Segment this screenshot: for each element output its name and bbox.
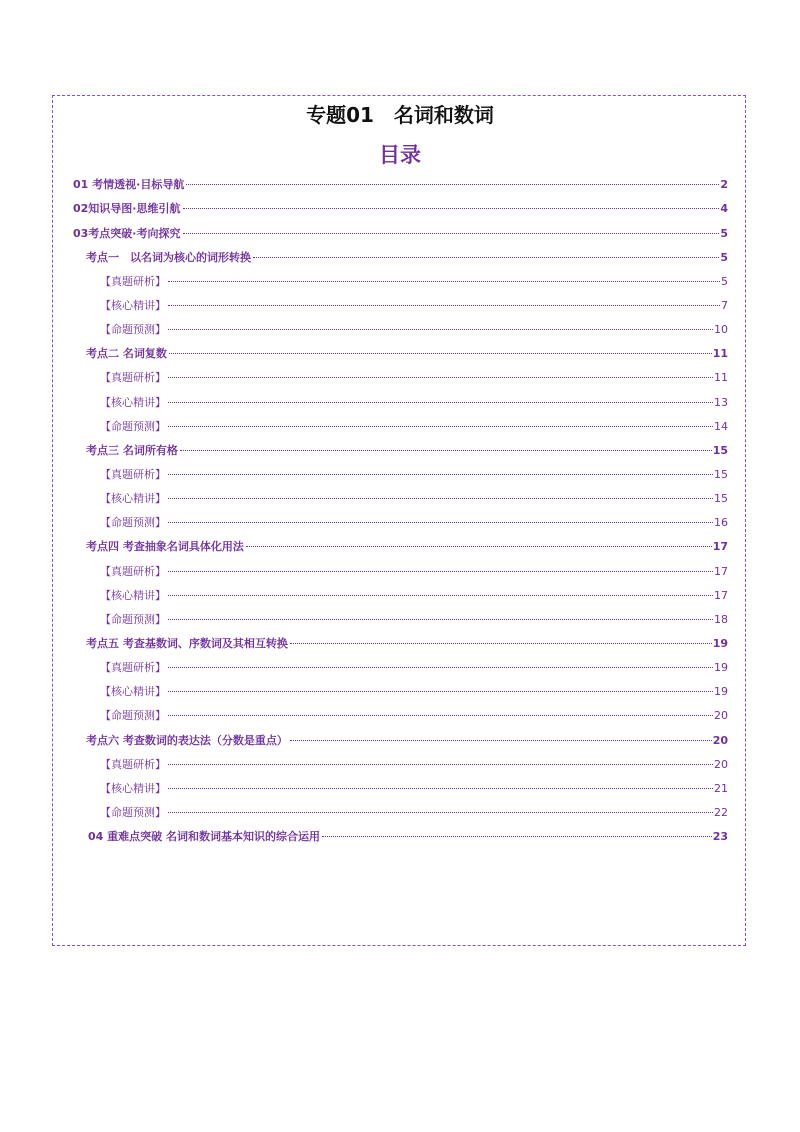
toc-page-number: 4 bbox=[720, 202, 728, 215]
toc-leader-dots bbox=[168, 329, 713, 330]
toc-entry-label: 【命题预测】 bbox=[100, 420, 166, 433]
toc-entry-label: 考点五 考查基数词、序数词及其相互转换 bbox=[86, 637, 288, 650]
toc-page-number: 17 bbox=[714, 565, 728, 578]
toc-entry-kaodian[interactable] bbox=[86, 345, 728, 363]
toc-leader-dots bbox=[180, 450, 712, 451]
toc-leader-dots bbox=[290, 740, 712, 741]
toc-entry-sub[interactable] bbox=[100, 683, 728, 701]
toc-entry-label: 【核心精讲】 bbox=[100, 396, 166, 409]
toc-page-number: 5 bbox=[720, 227, 728, 240]
toc-entry-sub[interactable] bbox=[100, 780, 728, 798]
toc-page-number: 19 bbox=[712, 637, 728, 650]
toc-entry-label: 【命题预测】 bbox=[100, 806, 166, 819]
toc-page-number: 14 bbox=[714, 420, 728, 433]
toc-leader-dots bbox=[186, 184, 719, 185]
toc-leader-dots bbox=[168, 522, 713, 523]
toc-leader-dots bbox=[168, 619, 713, 620]
toc-page-number: 18 bbox=[714, 613, 728, 626]
toc-page-number: 22 bbox=[714, 806, 728, 819]
toc-entry-label: 考点四 考查抽象名词具体化用法 bbox=[86, 540, 244, 553]
toc-entry-label: 【核心精讲】 bbox=[100, 492, 166, 505]
toc-leader-dots bbox=[168, 715, 713, 716]
toc-page-number: 5 bbox=[720, 251, 728, 264]
toc-page-number: 23 bbox=[712, 830, 728, 843]
toc-entry-label: 01 考情透视·目标导航 bbox=[73, 178, 185, 191]
toc-entry[interactable] bbox=[73, 200, 728, 218]
toc-entry[interactable] bbox=[73, 225, 728, 243]
toc-leader-dots bbox=[168, 667, 713, 668]
toc-page-number: 10 bbox=[714, 323, 728, 336]
toc-page-number: 11 bbox=[714, 371, 728, 384]
toc-entry-label: 【命题预测】 bbox=[100, 516, 166, 529]
toc-entry-sub[interactable] bbox=[100, 587, 728, 605]
document-title: 专题01 名词和数词 bbox=[306, 103, 494, 127]
toc-page-number: 20 bbox=[712, 734, 728, 747]
toc-leader-dots bbox=[168, 402, 713, 403]
toc-entry-kaodian[interactable] bbox=[86, 442, 728, 460]
toc-page-number: 20 bbox=[714, 758, 728, 771]
toc-entry-sub[interactable] bbox=[100, 418, 728, 436]
toc-page-number: 20 bbox=[714, 709, 728, 722]
toc-entry-label: 03考点突破·考向探究 bbox=[73, 227, 181, 240]
toc-leader-dots bbox=[183, 233, 720, 234]
toc-leader-dots bbox=[168, 812, 713, 813]
toc-leader-dots bbox=[253, 257, 719, 258]
toc-page-number: 16 bbox=[714, 516, 728, 529]
toc-page-number: 11 bbox=[712, 347, 728, 360]
toc-leader-dots bbox=[168, 426, 713, 427]
toc-page-number: 7 bbox=[721, 299, 728, 312]
toc-entry-label: 02知识导图·思维引航 bbox=[73, 202, 181, 215]
toc-page-number: 2 bbox=[720, 178, 728, 191]
toc-entry-label: 【核心精讲】 bbox=[100, 589, 166, 602]
toc-entry-label: 【命题预测】 bbox=[100, 323, 166, 336]
toc-entry-label: 考点二 名词复数 bbox=[86, 347, 167, 360]
toc-entry-label: 【真题研析】 bbox=[100, 468, 166, 481]
toc-entry-label: 【核心精讲】 bbox=[100, 782, 166, 795]
toc-page-number: 13 bbox=[714, 396, 728, 409]
toc-entry-label: 考点一 以名词为核心的词形转换 bbox=[86, 251, 251, 264]
toc-entry-label: 考点三 名词所有格 bbox=[86, 444, 178, 457]
toc-entry-sub[interactable] bbox=[100, 273, 728, 291]
toc-entry-kaodian[interactable] bbox=[86, 732, 728, 750]
toc-leader-dots bbox=[290, 643, 712, 644]
toc-entry-sub[interactable] bbox=[100, 756, 728, 774]
toc-page-number: 17 bbox=[712, 540, 728, 553]
toc-entry-label: 【真题研析】 bbox=[100, 565, 166, 578]
toc-page-number: 17 bbox=[714, 589, 728, 602]
toc-leader-dots bbox=[168, 377, 713, 378]
toc-leader-dots bbox=[168, 498, 713, 499]
toc-entry-sub[interactable] bbox=[100, 611, 728, 629]
toc-entry-sub[interactable] bbox=[100, 804, 728, 822]
toc-leader-dots bbox=[168, 595, 713, 596]
toc-entry-label: 【真题研析】 bbox=[100, 275, 166, 288]
toc-leader-dots bbox=[168, 305, 720, 306]
toc-leader-dots bbox=[183, 208, 720, 209]
toc-entry-sub[interactable] bbox=[100, 707, 728, 725]
toc-page-number: 19 bbox=[714, 685, 728, 698]
toc-entry-label: 【命题预测】 bbox=[100, 613, 166, 626]
toc-heading: 目录 bbox=[379, 143, 421, 167]
toc-leader-dots bbox=[168, 474, 713, 475]
toc-entry-label: 【命题预测】 bbox=[100, 709, 166, 722]
toc-entry-sub[interactable] bbox=[100, 563, 728, 581]
toc-leader-dots bbox=[168, 788, 713, 789]
toc-entry-kaodian[interactable] bbox=[86, 538, 728, 556]
toc-entry-sub[interactable] bbox=[100, 394, 728, 412]
toc-entry-label: 【真题研析】 bbox=[100, 371, 166, 384]
toc-entry-label: 考点六 考查数词的表达法（分数是重点） bbox=[86, 734, 288, 747]
toc-entry-sub[interactable] bbox=[100, 514, 728, 532]
toc-entry-kaodian[interactable] bbox=[86, 635, 728, 653]
toc-page-number: 15 bbox=[714, 468, 728, 481]
toc-leader-dots bbox=[168, 764, 713, 765]
toc-entry-label: 【真题研析】 bbox=[100, 758, 166, 771]
toc-leader-dots bbox=[168, 691, 713, 692]
toc-page-number: 21 bbox=[714, 782, 728, 795]
toc-entry-sub[interactable] bbox=[100, 490, 728, 508]
toc-entry[interactable] bbox=[88, 828, 728, 846]
toc-leader-dots bbox=[322, 836, 712, 837]
toc-entry-sub[interactable] bbox=[100, 466, 728, 484]
toc-page-number: 5 bbox=[721, 275, 728, 288]
toc-entry-label: 【核心精讲】 bbox=[100, 685, 166, 698]
toc-leader-dots bbox=[168, 571, 713, 572]
toc-entry-sub[interactable] bbox=[100, 369, 728, 387]
toc-leader-dots bbox=[246, 546, 712, 547]
toc-entry-sub[interactable] bbox=[100, 297, 728, 315]
toc-entry-sub[interactable] bbox=[100, 321, 728, 339]
toc-entry-sub[interactable] bbox=[100, 659, 728, 677]
toc-leader-dots bbox=[169, 353, 712, 354]
toc-entry-kaodian[interactable] bbox=[86, 249, 728, 267]
toc-page-number: 19 bbox=[714, 661, 728, 674]
toc-entry-label: 【真题研析】 bbox=[100, 661, 166, 674]
toc-page-number: 15 bbox=[714, 492, 728, 505]
toc-entry-label: 【核心精讲】 bbox=[100, 299, 166, 312]
toc-page-number: 15 bbox=[712, 444, 728, 457]
toc-leader-dots bbox=[168, 281, 720, 282]
toc-entry-label: 04 重难点突破 名词和数词基本知识的综合运用 bbox=[88, 830, 320, 843]
toc-entry[interactable] bbox=[73, 176, 728, 194]
